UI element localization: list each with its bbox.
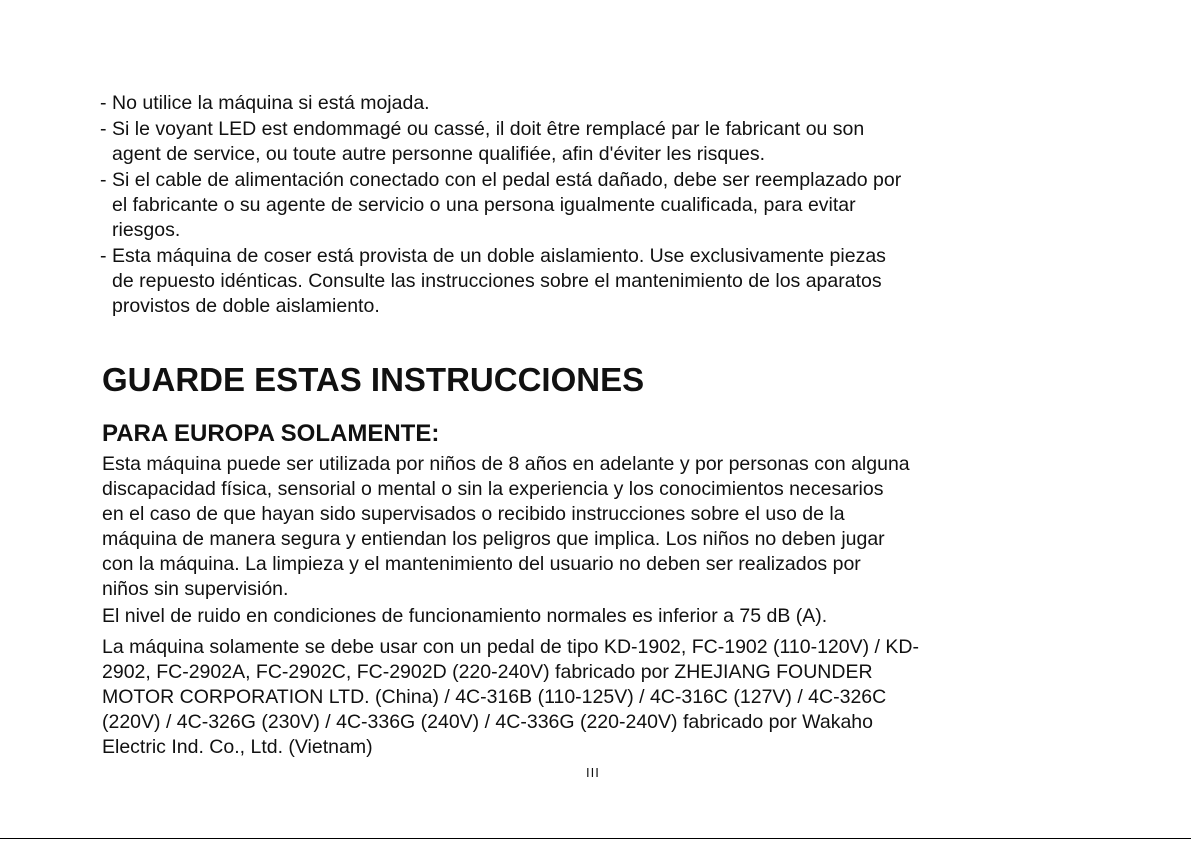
bullet-line: provistos de doble aislamiento. [112,295,380,317]
bullet-led-replacement [100,117,1100,167]
bullet-line: No utilice la máquina si está mojada. [112,92,430,114]
bottom-rule-divider [0,838,1191,839]
paragraph-line: La máquina solamente se debe usar con un pedal de tipo KD-1902, FC-1902 (110-120V) / KD- [102,636,919,658]
paragraph-line: niños sin supervisión. [102,578,289,600]
europe-only-heading: PARA EUROPA SOLAMENTE: [102,420,440,447]
paragraph-pedal-types [102,635,919,760]
paragraph-line: Electric Ind. Co., Ltd. (Vietnam) [102,736,373,758]
paragraph-line: (220V) / 4C-326G (230V) / 4C-336G (240V) / 4C-336G (220-240V) fabricado por Wakaho [102,711,873,733]
bullet-line: Si el cable de alimentación conectado con el pedal está dañado, debe ser reemplazado por [112,169,902,191]
bullet-dash: - [100,245,107,267]
bullet-line: riesgos. [112,219,181,241]
paragraph-noise-level [102,604,827,629]
bullet-dash: - [100,92,107,114]
bullet-dash: - [100,169,107,191]
bullet-line: agent de service, ou toute autre personne qualifiée, afin d'éviter les risques. [112,143,766,165]
bullet-line: el fabricante o su agente de servicio o una persona igualmente cualificada, para evitar [112,194,856,216]
bullet-power-cable [100,168,1100,243]
bullet-line: Esta máquina de coser está provista de un doble aislamiento. Use exclusivamente piezas [112,245,886,267]
bullet-dash: - [100,118,107,140]
bullet-wet-machine [100,91,1100,116]
paragraph-line: MOTOR CORPORATION LTD. (China) / 4C-316B (110-125V) / 4C-316C (127V) / 4C-326C [102,686,887,708]
paragraph-children-usage [102,452,910,602]
paragraph-line: máquina de manera segura y entiendan los peligros que implica. Los niños no deben jugar [102,528,885,550]
bullet-line: de repuesto idénticas. Consulte las instrucciones sobre el mantenimiento de los aparatos [112,270,882,292]
paragraph-line: Esta máquina puede ser utilizada por niños de 8 años en adelante y por personas con alguna [102,453,910,475]
page-number: III [586,765,600,780]
safety-bullet-list [100,91,1100,320]
paragraph-line: 2902, FC-2902A, FC-2902C, FC-2902D (220-240V) fabricado por ZHEJIANG FOUNDER [102,661,873,683]
paragraph-line: con la máquina. La limpieza y el mantenimiento del usuario no deben ser realizados por [102,553,861,575]
bullet-line: Si le voyant LED est endommagé ou cassé, il doit être remplacé par le fabricant ou son [112,118,865,140]
main-heading: GUARDE ESTAS INSTRUCCIONES [102,361,645,398]
paragraph-line: discapacidad física, sensorial o mental o sin la experiencia y los conocimientos necesarios [102,478,884,500]
paragraph-line: en el caso de que hayan sido supervisados o recibido instrucciones sobre el uso de la [102,503,845,525]
bullet-double-insulation [100,244,1100,319]
paragraph-line: El nivel de ruido en condiciones de funcionamiento normales es inferior a 75 dB (A). [102,605,828,627]
